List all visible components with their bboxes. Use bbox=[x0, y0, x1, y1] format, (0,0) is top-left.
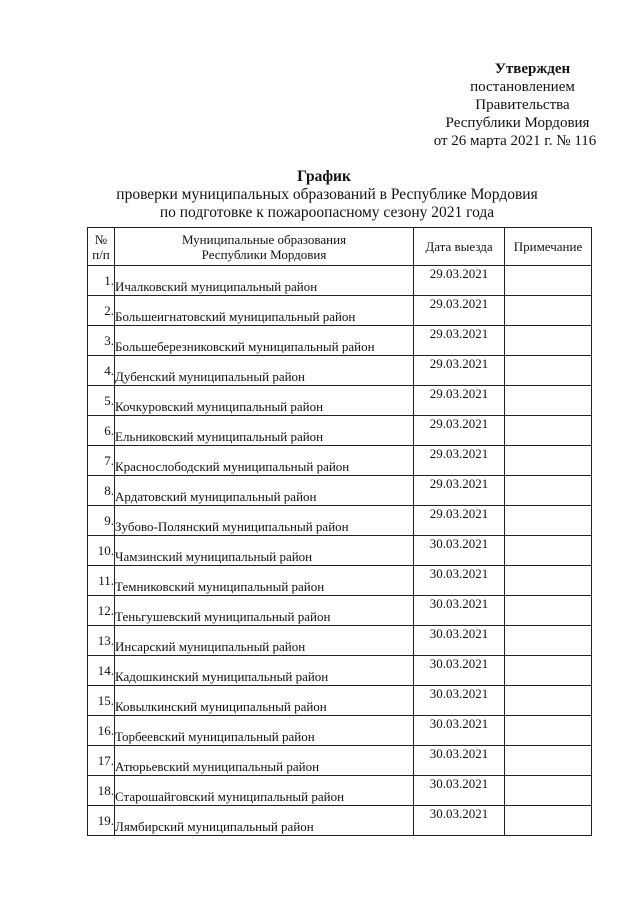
row-municipality: Торбеевский муниципальный район bbox=[115, 716, 414, 746]
row-date: 29.03.2021 bbox=[414, 506, 505, 536]
table-row bbox=[88, 626, 592, 656]
row-number: 14. bbox=[88, 656, 115, 686]
row-note bbox=[505, 356, 592, 386]
row-municipality: Ичалковский муниципальный район bbox=[115, 266, 414, 296]
row-date: 30.03.2021 bbox=[414, 806, 505, 836]
row-number: 10. bbox=[88, 536, 115, 566]
table-row bbox=[88, 386, 592, 416]
row-municipality: Инсарский муниципальный район bbox=[115, 626, 414, 656]
header-note: Примечание bbox=[505, 228, 592, 266]
approval-line: постановлением Правительства bbox=[470, 79, 575, 113]
row-date: 29.03.2021 bbox=[414, 386, 505, 416]
table-header-row bbox=[88, 228, 592, 266]
table-row bbox=[88, 596, 592, 626]
schedule-table bbox=[87, 227, 592, 836]
row-note bbox=[505, 506, 592, 536]
row-number: 15. bbox=[88, 686, 115, 716]
row-note bbox=[505, 416, 592, 446]
row-date: 30.03.2021 bbox=[414, 656, 505, 686]
table-row bbox=[88, 776, 592, 806]
row-municipality: Большеигнатовский муниципальный район bbox=[115, 296, 414, 326]
header-date: Дата выезда bbox=[414, 228, 505, 266]
header-municipality bbox=[115, 228, 414, 266]
row-date: 29.03.2021 bbox=[414, 296, 505, 326]
header-municipality-line: Республики Мордовия bbox=[201, 246, 327, 262]
table-row bbox=[88, 716, 592, 746]
row-date: 30.03.2021 bbox=[414, 536, 505, 566]
row-note bbox=[505, 656, 592, 686]
row-note bbox=[505, 776, 592, 806]
row-number: 13. bbox=[88, 626, 115, 656]
row-municipality: Чамзинский муниципальный район bbox=[115, 536, 414, 566]
row-number: 18. bbox=[88, 776, 115, 806]
row-note bbox=[505, 386, 592, 416]
row-date: 30.03.2021 bbox=[414, 746, 505, 776]
row-number: 9. bbox=[88, 506, 115, 536]
row-date: 29.03.2021 bbox=[414, 446, 505, 476]
approval-line: Республики Мордовия bbox=[445, 115, 590, 131]
row-number: 19. bbox=[88, 806, 115, 836]
row-municipality: Лямбирский муниципальный район bbox=[115, 806, 414, 836]
row-date: 30.03.2021 bbox=[414, 716, 505, 746]
row-number: 8. bbox=[88, 476, 115, 506]
row-municipality: Большеберезниковский муниципальный район bbox=[115, 326, 414, 356]
row-number: 4. bbox=[88, 356, 115, 386]
row-date: 29.03.2021 bbox=[414, 476, 505, 506]
table-row bbox=[88, 266, 592, 296]
row-note bbox=[505, 746, 592, 776]
header-municipality-line: Муниципальные образования bbox=[181, 231, 347, 247]
table-row bbox=[88, 326, 592, 356]
row-date: 30.03.2021 bbox=[414, 596, 505, 626]
table-row bbox=[88, 506, 592, 536]
row-note bbox=[505, 566, 592, 596]
row-municipality: Зубово-Полянский муниципальный район bbox=[115, 506, 414, 536]
row-municipality: Атюрьевский муниципальный район bbox=[115, 746, 414, 776]
row-note bbox=[505, 596, 592, 626]
document-title bbox=[0, 168, 640, 222]
title-line: по подготовке к пожароопасному сезону 2021 года bbox=[159, 204, 495, 221]
table-row bbox=[88, 416, 592, 446]
row-date: 30.03.2021 bbox=[414, 566, 505, 596]
table-body bbox=[88, 266, 592, 836]
row-note bbox=[505, 266, 592, 296]
table-row bbox=[88, 536, 592, 566]
row-note bbox=[505, 446, 592, 476]
row-date: 29.03.2021 bbox=[414, 356, 505, 386]
title-heading: График bbox=[297, 168, 351, 185]
table-row bbox=[88, 296, 592, 326]
row-municipality: Дубенский муниципальный район bbox=[115, 356, 414, 386]
row-note bbox=[505, 476, 592, 506]
row-number: 17. bbox=[88, 746, 115, 776]
table-row bbox=[88, 446, 592, 476]
row-number: 16. bbox=[88, 716, 115, 746]
title-line: проверки муниципальных образований в Республике Мордовия bbox=[116, 186, 538, 203]
row-date: 30.03.2021 bbox=[414, 686, 505, 716]
row-municipality: Старошайговский муниципальный район bbox=[115, 776, 414, 806]
row-note bbox=[505, 626, 592, 656]
header-number bbox=[88, 228, 115, 266]
approval-block bbox=[330, 60, 620, 150]
row-number: 3. bbox=[88, 326, 115, 356]
header-number-line: № bbox=[94, 231, 108, 247]
row-note bbox=[505, 326, 592, 356]
row-municipality: Темниковский муниципальный район bbox=[115, 566, 414, 596]
row-date: 29.03.2021 bbox=[414, 416, 505, 446]
row-municipality: Ковылкинский муниципальный район bbox=[115, 686, 414, 716]
row-number: 1. bbox=[88, 266, 115, 296]
approval-line: от 26 марта 2021 г. № 116 bbox=[433, 133, 597, 149]
table-row bbox=[88, 356, 592, 386]
row-note bbox=[505, 536, 592, 566]
row-municipality: Кадошкинский муниципальный район bbox=[115, 656, 414, 686]
row-municipality: Ардатовский муниципальный район bbox=[115, 476, 414, 506]
row-municipality: Ельниковский муниципальный район bbox=[115, 416, 414, 446]
row-municipality: Кочкуровский муниципальный район bbox=[115, 386, 414, 416]
row-note bbox=[505, 686, 592, 716]
row-note bbox=[505, 716, 592, 746]
row-note bbox=[505, 806, 592, 836]
row-date: 30.03.2021 bbox=[414, 626, 505, 656]
row-municipality: Теньгушевский муниципальный район bbox=[115, 596, 414, 626]
row-date: 29.03.2021 bbox=[414, 326, 505, 356]
row-note bbox=[505, 296, 592, 326]
row-date: 30.03.2021 bbox=[414, 776, 505, 806]
table-row bbox=[88, 476, 592, 506]
row-number: 12. bbox=[88, 596, 115, 626]
row-number: 6. bbox=[88, 416, 115, 446]
table-row bbox=[88, 686, 592, 716]
table-row bbox=[88, 656, 592, 686]
row-municipality: Краснослободский муниципальный район bbox=[115, 446, 414, 476]
row-number: 2. bbox=[88, 296, 115, 326]
header-number-line: п/п bbox=[92, 246, 110, 262]
table-row bbox=[88, 746, 592, 776]
approval-heading: Утвержден bbox=[494, 61, 571, 77]
row-number: 11. bbox=[88, 566, 115, 596]
row-date: 29.03.2021 bbox=[414, 266, 505, 296]
row-number: 5. bbox=[88, 386, 115, 416]
row-number: 7. bbox=[88, 446, 115, 476]
table-row bbox=[88, 566, 592, 596]
table-row bbox=[88, 806, 592, 836]
